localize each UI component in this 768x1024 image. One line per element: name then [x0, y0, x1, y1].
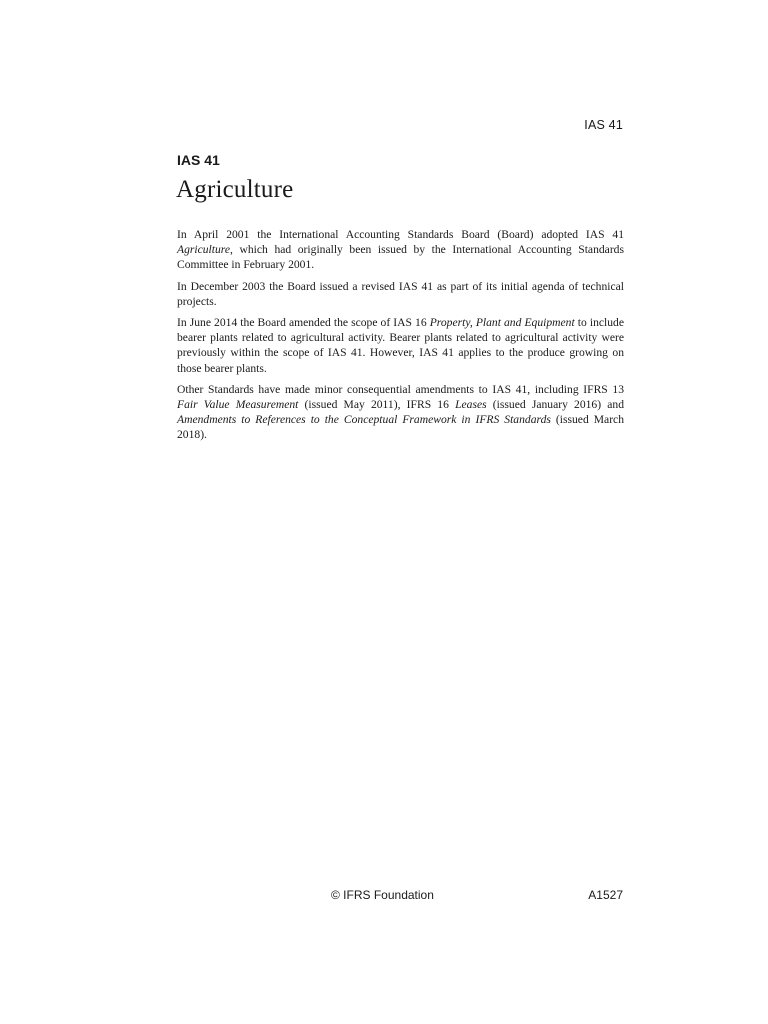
standard-name: Fair Value Measurement	[177, 398, 299, 412]
standard-name: Amendments to References to the Conceptual Framework in IFRS Standards	[177, 413, 551, 427]
paragraph-text: (issued May 2011), IFRS 16	[298, 398, 456, 412]
paragraph-text: In April 2001 the International Accounting Standards Board (Board) adopted IAS 41	[177, 228, 624, 241]
paragraph-revision	[177, 279, 624, 309]
paragraph-text: , which had originally been issued by the International Accounting Standards Committee in February 2001.	[177, 243, 624, 272]
standard-name: Agriculture	[177, 243, 231, 257]
paragraph-text: (issued January 2016) and	[486, 398, 624, 412]
footer-copyright: © IFRS Foundation	[331, 888, 434, 902]
page-number: A1527	[588, 888, 623, 902]
paragraph-consequential-amendments	[177, 382, 624, 443]
paragraph-text: In December 2003 the Board issued a revised IAS 41 as part of its initial agenda of technical projects.	[177, 279, 624, 308]
introduction-text	[177, 227, 624, 449]
paragraph-adoption	[177, 227, 624, 273]
paragraph-text: Other Standards have made minor consequential amendments to IAS 41, including IFRS 13	[177, 382, 624, 396]
paragraph-text: to include bearer plants related to agricultural activity. Bearer plants related to agricultural activity were previously within the scope of IAS 41. However, IAS 41 applies to the produce growing on those bearer plants.	[177, 316, 624, 375]
paragraph-text: In June 2014 the Board amended the scope of IAS 16	[177, 316, 430, 330]
paragraph-text: (issued March 2018).	[177, 413, 625, 442]
document-title: Agriculture	[176, 176, 294, 203]
paragraph-scope-amendment	[177, 315, 624, 376]
running-header: IAS 41	[584, 118, 623, 132]
standard-name: Leases	[455, 398, 487, 412]
standard-name: Property, Plant and Equipment	[429, 316, 575, 330]
standard-label: IAS 41	[177, 152, 220, 168]
